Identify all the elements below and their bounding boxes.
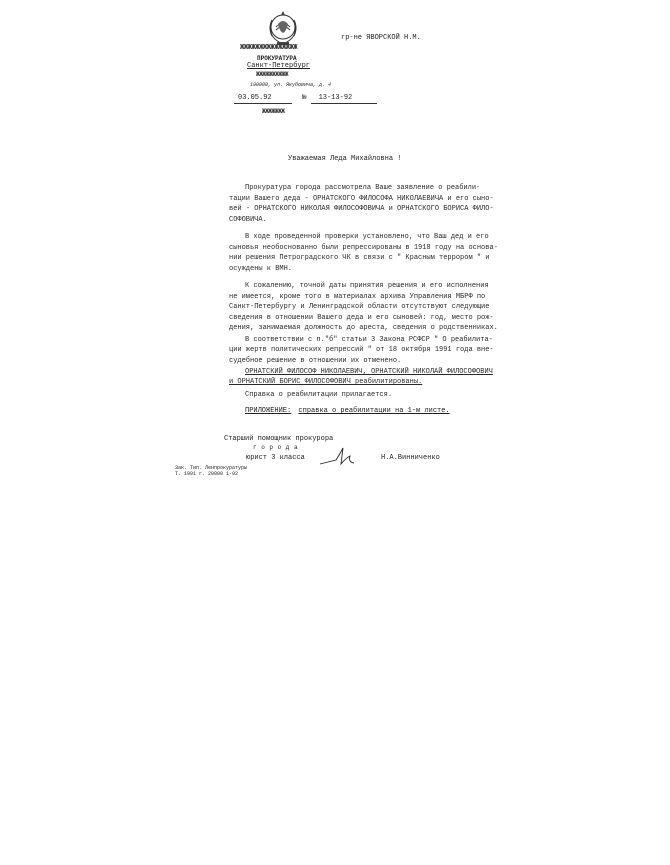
print-note-line1: Зак. Тип. Ленпрокуратуры — [175, 465, 248, 471]
org-name-line1: ПРОКУРАТУРА — [257, 55, 297, 62]
print-note-line2: Т. 1991 г. 20000 1-92 — [175, 471, 239, 477]
body-line: сыновья необоснованно были репрессированы в 1918 году на основа- — [229, 244, 498, 252]
body-line: судебное решение в отношении их отменено. — [229, 357, 402, 365]
org-name-line2: Санкт-Петербург — [247, 62, 311, 70]
body-line: дения, занимаемая должность до ареста, сведения о родственниках. — [229, 324, 498, 332]
body-line: осуждены к ВМН. — [229, 265, 293, 273]
body-line: В ходе проведенной проверки установлено, что Ваш дед и его — [245, 233, 489, 241]
signer-title-line2: г о р о д а — [253, 444, 299, 451]
body-line: Справка о реабилитации прилагается. — [245, 391, 393, 399]
body-line: не имеется, кроме того в материалах архива Управления МБРФ по — [229, 293, 486, 301]
body-line: нии решения Петроградского ЧК в связи с " Красным террором " и — [229, 254, 490, 262]
org-address: 190000, ул. Якубовича, д. 4 — [250, 82, 332, 88]
addressee: гр-не ЯВОРСКОЙ Н.М. — [341, 34, 421, 42]
body-line: В соответствии с п."б" статьи 3 Закона РСФСР " О реабилита- — [245, 336, 493, 344]
org-bar: ЖЖЖЖЖЖЖЖЖЖ — [256, 71, 289, 78]
signer-name: Н.А.Винниченко — [381, 454, 440, 462]
body-line: Прокуратура города рассмотрела Ваше заявление о реабили- — [245, 184, 481, 192]
handwritten-signature — [318, 446, 358, 468]
emblem-seal — [262, 8, 304, 48]
letterhead-top-bar: ЖЖЖЖЖЖЖЖЖЖЖЖЖЖЖ — [240, 43, 298, 51]
body-line: ции жертв политических репрессий " от 18 октября 1991 года вне- — [229, 346, 494, 354]
body-line: К сожалению, точной даты принятия решения и его исполнения — [245, 282, 489, 290]
salutation: Уважаемая Леда Михайловна ! — [288, 155, 402, 163]
attachment-line — [245, 407, 450, 416]
attachment-label: ПРИЛОЖЕНИЕ: — [245, 407, 292, 415]
body-line: Санкт-Петербургу и Ленинградской области отсутствуют следующие — [229, 303, 490, 311]
signer-title-line1: Старший помощник прокурора — [224, 435, 334, 443]
signer-rank: юрист 3 класса — [246, 454, 305, 462]
body-line: СОФОВИЧА. — [229, 216, 267, 224]
date-number-row — [234, 94, 377, 104]
letter-date: 03.05.92 — [234, 94, 292, 104]
ref-bar: ЖЖЖЖЖЖЖ — [262, 108, 285, 115]
attachment-text: справка о реабилитации на 1-м листе. — [298, 407, 450, 415]
body-line: и ОРНАТСКИЙ БОРИС ФИЛОСОФОВИЧ реабилитированы. — [229, 378, 423, 386]
letter-number: 13-13-92 — [311, 94, 377, 104]
body-line: вей - ОРНАТСКОГО НИКОЛАЯ ФИЛОСОФОВИЧА и ОРНАТСКОГО БОРИСА ФИЛО- — [229, 205, 494, 213]
body-line: сведения в отношении Вашего деда и его сыновей: год, место рож- — [229, 314, 494, 322]
number-prefix: № — [302, 94, 307, 102]
body-line: ОРНАТСКИЙ ФИЛОСОФ НИКОЛАЕВИЧ, ОРНАТСКИЙ НИКОЛАЙ ФИЛОСОФОВИЧ — [245, 368, 493, 376]
body-line: тации Вашего деда - ОРНАТСКОГО ФИЛОСОФА НИКОЛАЕВИЧА и его сыно- — [229, 195, 494, 203]
